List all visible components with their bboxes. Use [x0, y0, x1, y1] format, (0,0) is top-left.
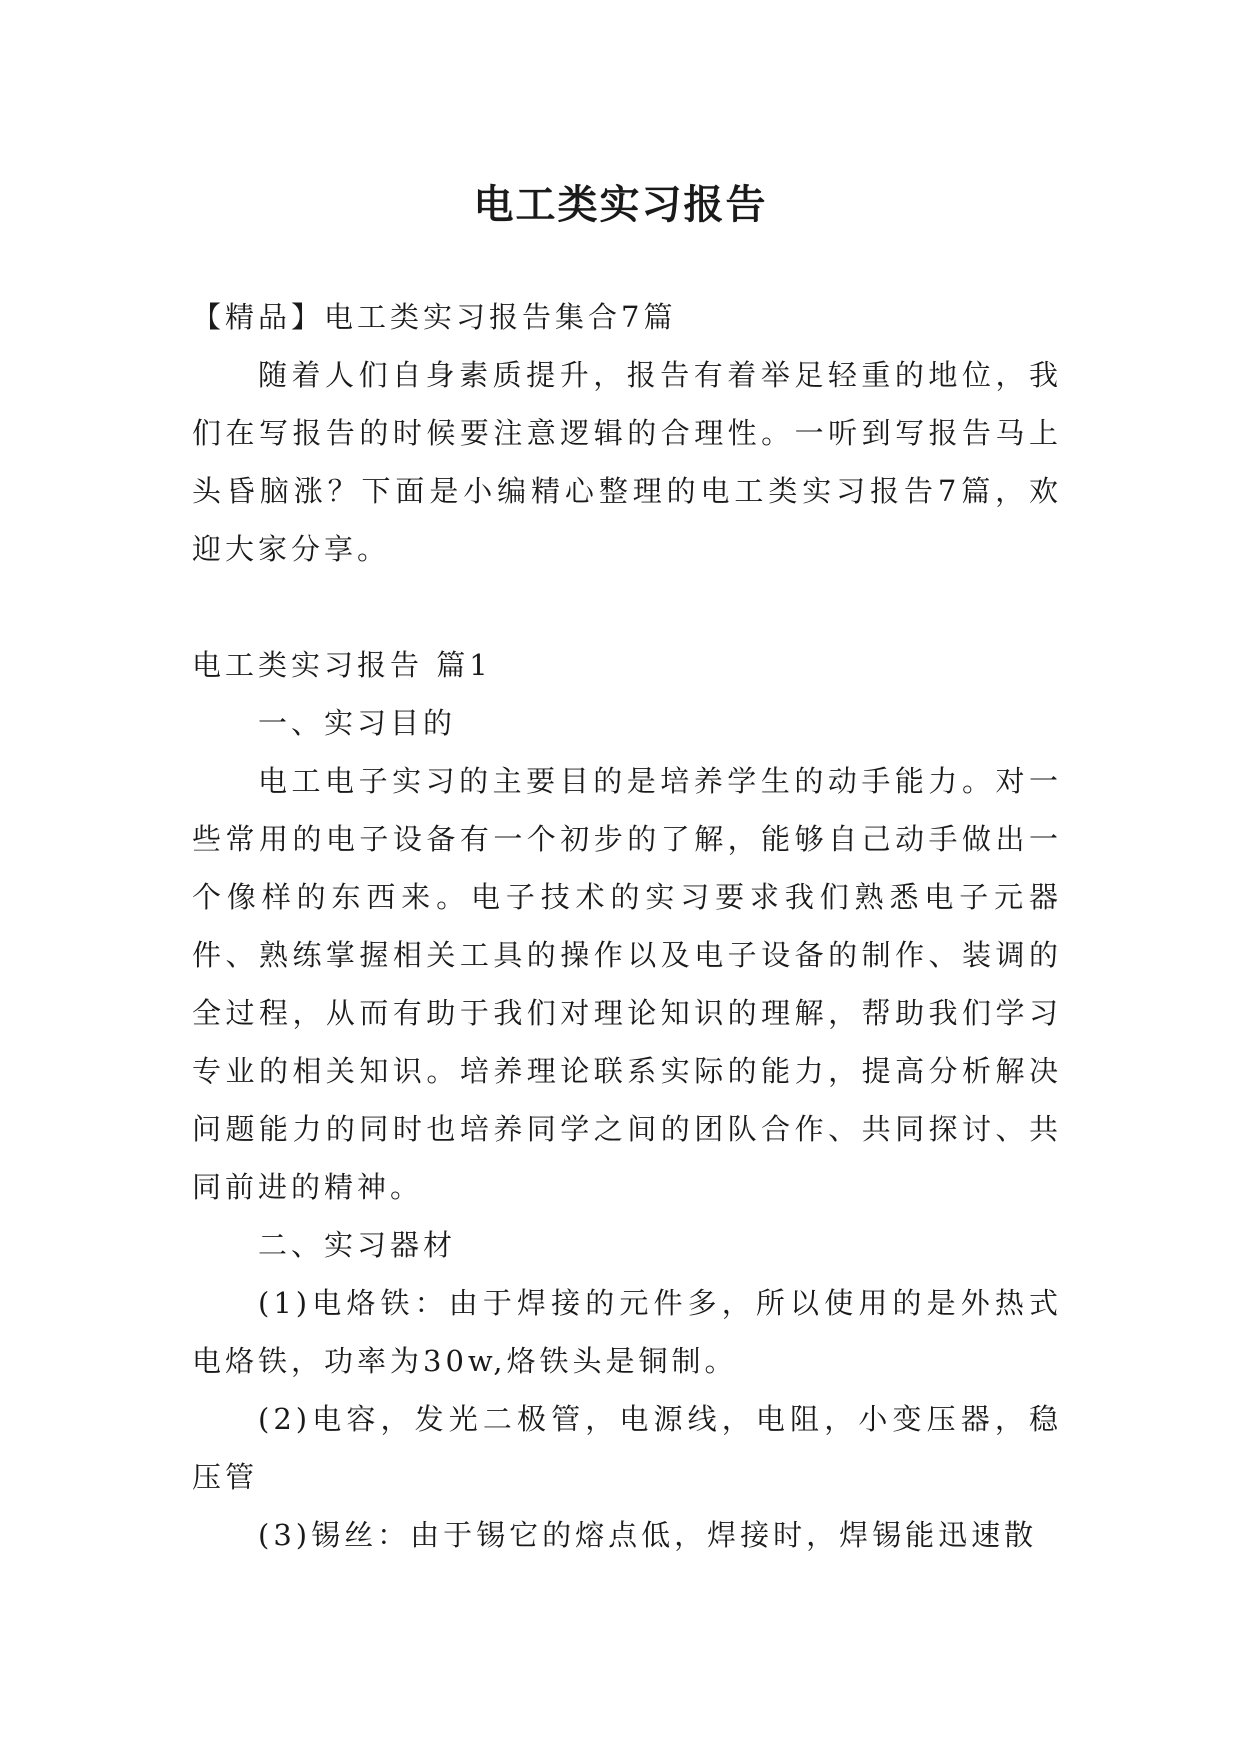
- document-body: [192, 288, 1062, 1564]
- equipment-item-3: (3)锡丝：由于锡它的熔点低，焊接时，焊锡能迅速散: [258, 1518, 1038, 1552]
- subheading-equipment: 二、实习器材: [258, 1228, 457, 1262]
- document-title: 电工类实习报告: [473, 180, 768, 228]
- subheading-purpose: 一、实习目的: [258, 706, 457, 740]
- equipment-item-1: (1)电烙铁：由于焊接的元件多，所以使用的是外热式电烙铁，功率为30w,烙铁头是铜制。: [192, 1286, 1062, 1378]
- intro-paragraph: 随着人们自身素质提升，报告有着举足轻重的地位，我们在写报告的时候要注意逻辑的合理性。一听到写报告马上头昏脑涨？下面是小编精心整理的电工类实习报告7篇，欢迎大家分享。: [192, 358, 1062, 566]
- equipment-item-2: (2)电容，发光二极管，电源线，电阻，小变压器，稳压管: [192, 1402, 1062, 1494]
- purpose-paragraph: 电工电子实习的主要目的是培养学生的动手能力。对一些常用的电子设备有一个初步的了解，能够自己动手做出一个像样的东西来。电子技术的实习要求我们熟悉电子元器件、熟练掌握相关工具的操作以及电子设备的制作、装调的全过程，从而有助于我们对理论知识的理解，帮助我们学习专业的相关知识。培养理论联系实际的能力，提高分析解决问题能力的同时也培养同学之间的团队合作、共同探讨、共同前进的精神。: [192, 764, 1062, 1204]
- section-heading: 电工类实习报告 篇1: [192, 648, 492, 682]
- intro-heading: 【精品】电工类实习报告集合7篇: [192, 300, 677, 334]
